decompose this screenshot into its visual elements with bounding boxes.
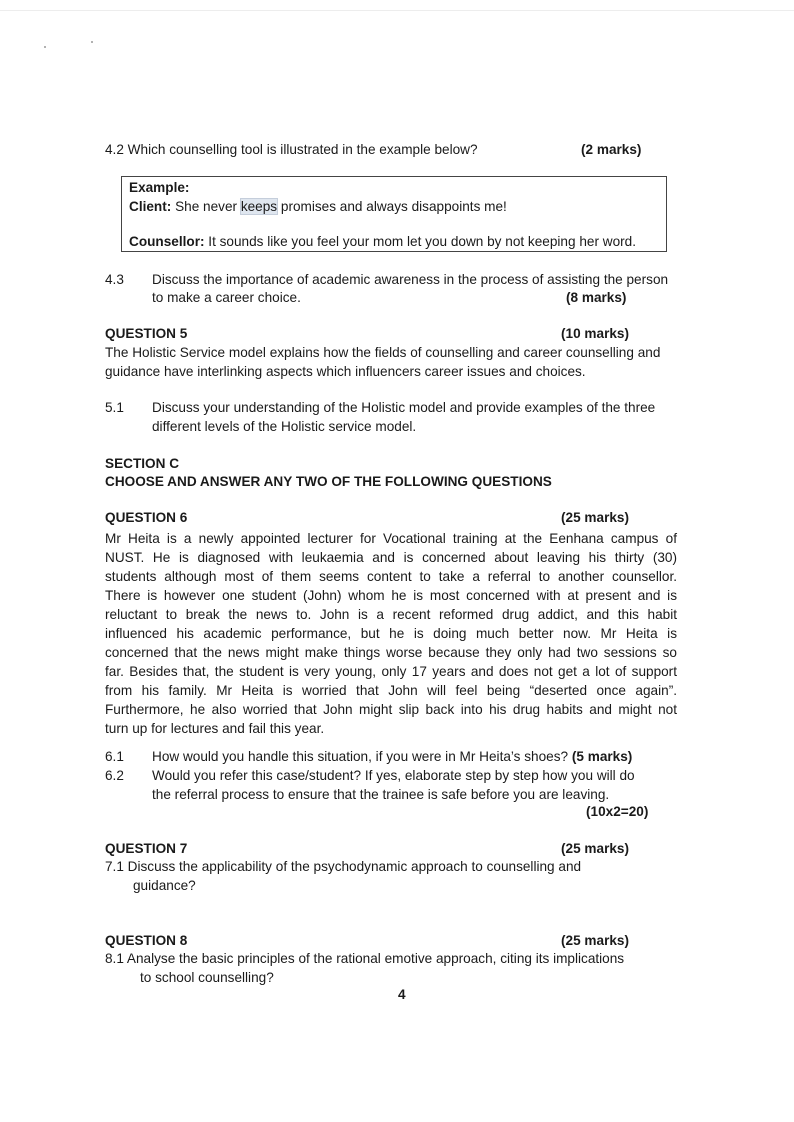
question-7-1-line2: guidance?	[133, 878, 196, 893]
question-4-3-line2: to make a career choice.	[152, 290, 301, 305]
question-4-3-number: 4.3	[105, 272, 124, 287]
question-6-scenario	[105, 529, 677, 738]
scenario-line: far. Besides that, the student is very young, only 17 years and does not get a lot of support	[105, 664, 677, 679]
scenario-line: students although most of them seems content to take a referral to another counsellor.	[105, 569, 677, 584]
question-8-heading: QUESTION 8	[105, 933, 188, 948]
question-8-1-line2: to school counselling?	[140, 970, 274, 985]
question-4-2-text: 4.2 Which counselling tool is illustrated in the example below?	[105, 142, 478, 157]
question-5-intro-line2: guidance have interlinking aspects which influencers career issues and choices.	[105, 364, 586, 379]
question-6-1-line	[152, 749, 632, 764]
question-6-2-line1: Would you refer this case/student? If yes, elaborate step by step how you will do	[152, 768, 635, 783]
example-box	[121, 176, 667, 252]
question-6-2-line2: the referral process to ensure that the trainee is safe before you are leaving.	[152, 787, 610, 802]
scenario-line: from his family. Mr Heita is worried that John will feel being “deserted once again”.	[105, 683, 677, 698]
scenario-line: turn up for lectures and fail this year.	[105, 721, 325, 736]
question-6-sub-marks: (10x2=20)	[586, 804, 649, 819]
scenario-line: influenced his academic performance, but he is doing much better now. Mr Heita is	[105, 626, 677, 641]
client-label: Client:	[129, 199, 172, 214]
question-8-marks: (25 marks)	[561, 933, 630, 948]
client-text-before: She never	[171, 199, 241, 214]
question-8-1-line1: 8.1 Analyse the basic principles of the rational emotive approach, citing its implications	[105, 951, 625, 966]
counsellor-text: It sounds like you feel your mom let you down by not keeping her word.	[204, 234, 636, 249]
question-6-1-text: How would you handle this situation, if you were in Mr Heita’s shoes?	[152, 749, 569, 764]
client-line	[129, 199, 507, 214]
scenario-line: concerned that the news might make things worse because they only had two sessions so	[105, 645, 677, 660]
question-5-1-number: 5.1	[105, 400, 124, 415]
question-4-2-marks: (2 marks)	[581, 142, 642, 157]
question-4-3-marks: (8 marks)	[566, 290, 627, 305]
question-7-1-line1: 7.1 Discuss the applicability of the psychodynamic approach to counselling and	[105, 859, 582, 874]
question-5-marks: (10 marks)	[561, 326, 630, 341]
question-5-1-line2: different levels of the Holistic service model.	[152, 419, 417, 434]
section-c-title: SECTION C	[105, 456, 180, 471]
question-6-1-marks: (5 marks)	[571, 749, 633, 764]
scenario-line: Furthermore, he also worried that John might slip back into his drug habits and might not	[105, 702, 677, 717]
client-text-after: promises and always disappoints me!	[277, 199, 507, 214]
highlighted-word: keeps	[240, 199, 278, 214]
question-5-intro-line1: The Holistic Service model explains how the fields of counselling and career counselling and	[105, 345, 661, 360]
question-6-heading: QUESTION 6	[105, 510, 188, 525]
section-c-instruction: CHOOSE AND ANSWER ANY TWO OF THE FOLLOWING QUESTIONS	[105, 474, 552, 489]
scan-speck	[91, 41, 93, 43]
scenario-line: There is however one student (John) whom he is most concerned with at present and is	[105, 588, 677, 603]
scenario-line: NUST. He is diagnosed with leukaemia and is concerned about leaving his thirty (30)	[105, 550, 677, 565]
counsellor-line	[129, 234, 636, 249]
scenario-line: Mr Heita is a newly appointed lecturer for Vocational training at the Eenhana campus of	[105, 531, 677, 546]
example-label: Example:	[129, 180, 190, 195]
question-6-1-number: 6.1	[105, 749, 124, 764]
question-7-heading: QUESTION 7	[105, 841, 188, 856]
question-4-3-line1: Discuss the importance of academic awareness in the process of assisting the person	[152, 272, 669, 287]
scan-speck	[44, 46, 46, 48]
counsellor-label: Counsellor:	[129, 234, 205, 249]
page-number: 4	[398, 987, 406, 1002]
question-5-heading: QUESTION 5	[105, 326, 188, 341]
question-5-1-line1: Discuss your understanding of the Holistic model and provide examples of the three	[152, 400, 656, 415]
question-6-2-number: 6.2	[105, 768, 124, 783]
question-6-marks: (25 marks)	[561, 510, 630, 525]
question-7-marks: (25 marks)	[561, 841, 630, 856]
scan-edge-line	[0, 10, 794, 11]
scenario-line: reluctant to break the news to. John is a recent reformed drug addict, and this habit	[105, 607, 677, 622]
